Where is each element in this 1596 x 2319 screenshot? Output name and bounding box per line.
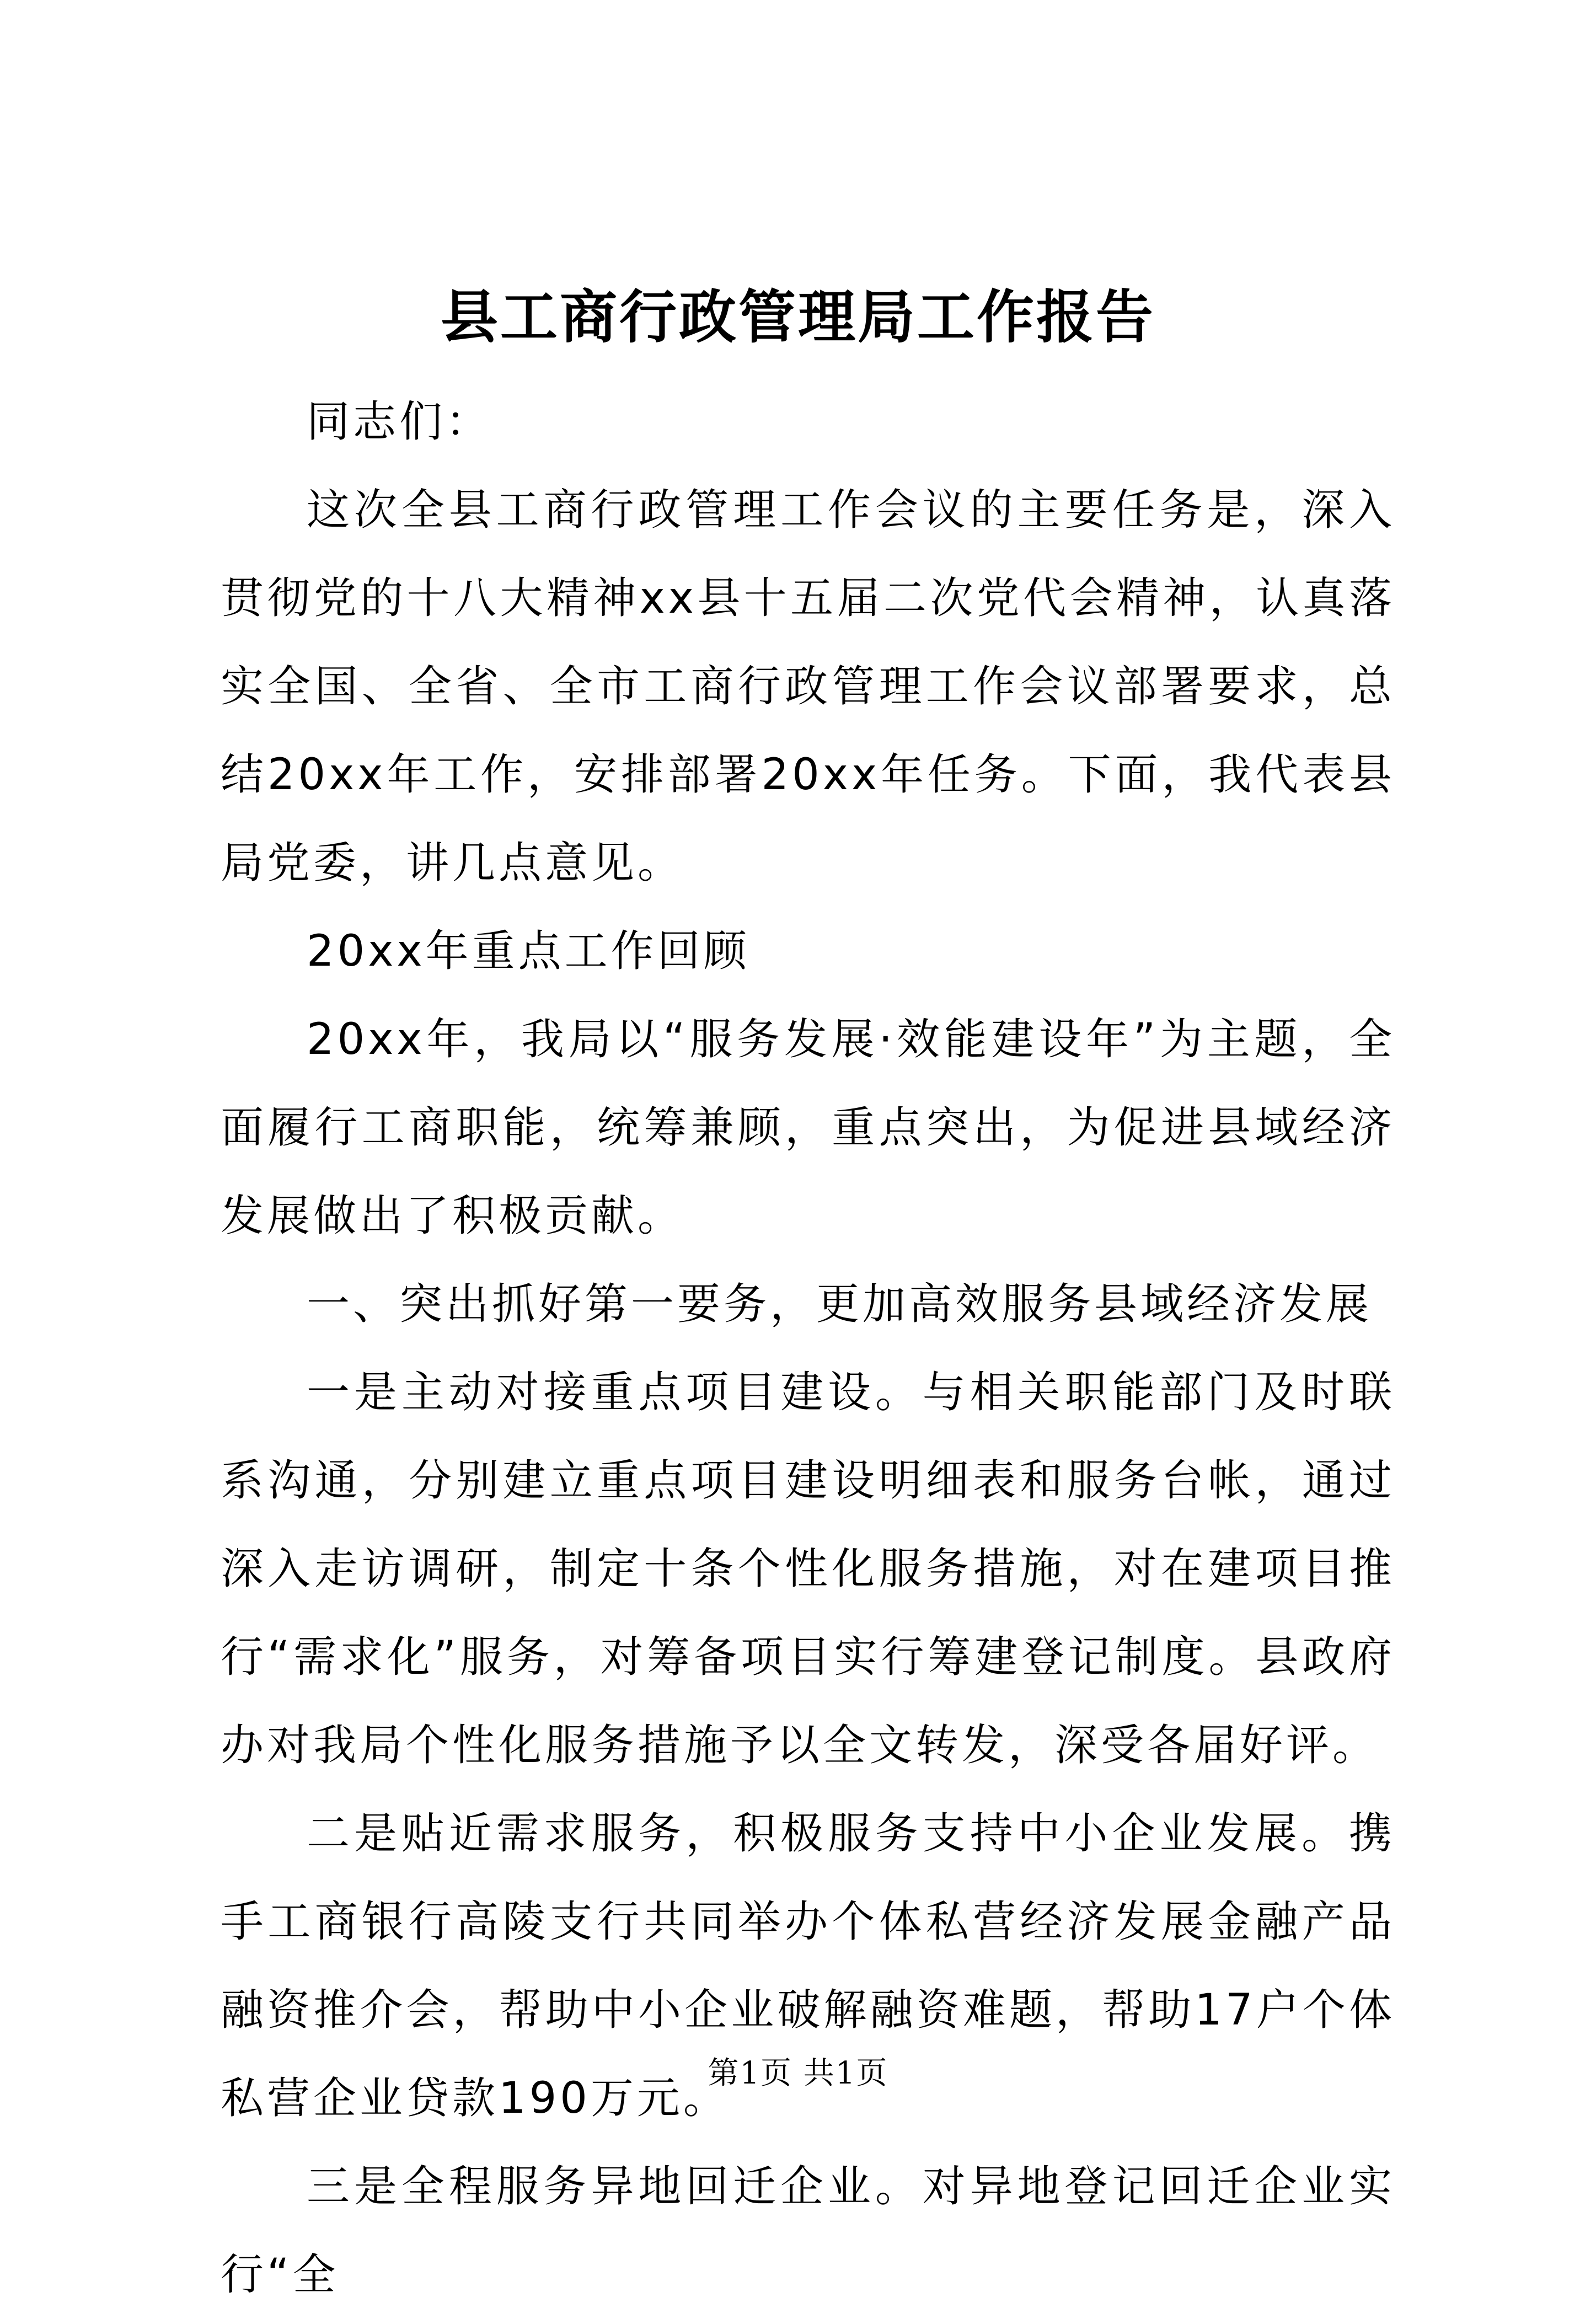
- page-footer: 第1页 共1页: [708, 2055, 888, 2091]
- paragraph-item-one: 一是主动对接重点项目建设。与相关职能部门及时联系沟通，分别建立重点项目建设明细表和服务台帐，通过深入走访调研，制定十条个性化服务措施，对在建项目推行“需求化”服务，对筹备项目实行筹建登记制度。县政府办对我局个性化服务措施予以全文转发，深受各届好评。: [221, 1368, 1395, 1770]
- paragraph-greeting: 同志们：: [307, 397, 492, 447]
- paragraph-intro: 这次全县工商行政管理工作会议的主要任务是，深入贯彻党的十八大精神xx县十五届二次党代会精神，认真落实全国、全省、全市工商行政管理工作会议部署要求，总结20xx年工作，安排部署20xx年任务。下面，我代表县局党委，讲几点意见。: [221, 485, 1395, 888]
- section-heading-review: 20xx年重点工作回顾: [307, 926, 750, 976]
- paragraph-item-two: 二是贴近需求服务，积极服务支持中小企业发展。携手工商银行高陵支行共同举办个体私营经济发展金融产品融资推介会，帮助中小企业破解融资难题，帮助17户个体私营企业贷款190万元。: [221, 1809, 1395, 2123]
- section-heading-one: 一、突出抓好第一要务，更加高效服务县域经济发展: [307, 1279, 1373, 1329]
- paragraph-summary: 20xx年，我局以“服务发展·效能建设年”为主题，全面履行工商职能，统筹兼顾，重点突出，为促进县域经济发展做出了积极贡献。: [221, 1015, 1395, 1241]
- document-title: 县工商行政管理局工作报告: [440, 283, 1155, 351]
- document-body: [221, 378, 1395, 2319]
- paragraph-item-three: 三是全程服务异地回迁企业。对异地登记回迁企业实行“全: [221, 2162, 1395, 2300]
